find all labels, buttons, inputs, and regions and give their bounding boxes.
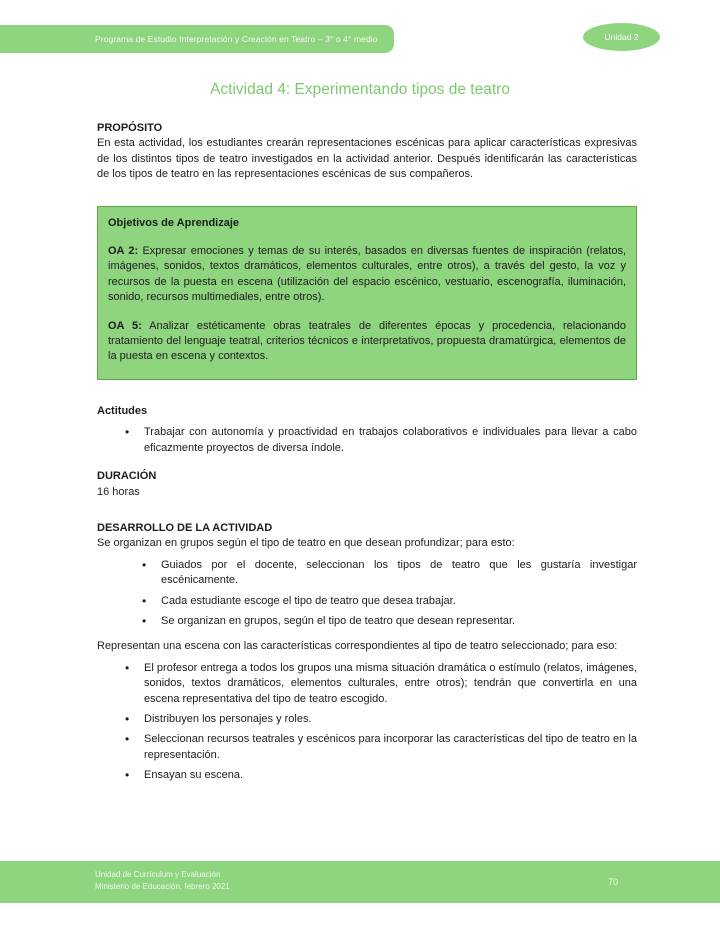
oa2-paragraph — [108, 244, 626, 306]
desarrollo-heading: DESARROLLO DE LA ACTIVIDAD — [97, 521, 273, 534]
page-number: 70 — [608, 877, 619, 887]
footer-organization — [95, 869, 230, 893]
activity-title: Actividad 4: Experimentando tipos de teatro — [210, 81, 510, 98]
proposito-heading: PROPÓSITO — [97, 122, 163, 134]
duracion-value: 16 horas — [97, 485, 140, 498]
actitudes-heading: Actitudes — [97, 404, 148, 417]
footer-line-1: Unidad de Currículum y Evaluación — [95, 870, 221, 879]
oa5-paragraph — [108, 319, 626, 365]
oa2-label: OA 2: — [108, 245, 139, 258]
list-item: • Se organizan en grupos, según el tipo de teatro que desean representar. — [142, 614, 637, 629]
learning-objectives-box — [97, 206, 637, 380]
list-item: • Seleccionan recursos teatrales y escénicos para incorporar las características del tipo de teatro en la representación. — [125, 732, 637, 763]
desarrollo-list-1 — [142, 558, 637, 630]
list-item: • El profesor entrega a todos los grupos una misma situación dramática o estímulo (relatos, imágenes, sonidos, textos dramáticos, elementos culturales, entre otros); tendrán que convertirla en una escena representativa del tipo de teatro escogido. — [125, 661, 637, 707]
page-footer-bar — [0, 861, 720, 903]
unit-badge-label: Unidad 2 — [604, 32, 639, 42]
footer-line-2: Ministerio de Educación, febrero 2021 — [95, 882, 230, 891]
list-item: • Distribuyen los personajes y roles. — [125, 712, 637, 727]
program-header-label: Programa de Estudio Interpretación y Creación en Teatro – 3° o 4° medio — [95, 34, 378, 44]
unit-badge — [583, 23, 660, 51]
oa5-label: OA 5: — [108, 319, 142, 332]
desarrollo-list-2 — [125, 661, 637, 784]
list-item: • Cada estudiante escoge el tipo de teatro que desea trabajar. — [142, 594, 637, 609]
oa2-text: Expresar emociones y temas de su interés, basados en diversas fuentes de inspiración (relatos, imágenes, sonidos, textos dramáticos, elementos culturales, entre otros), a través del gesto, la voz y recursos de la puesta en escena (utilización del espacio escénico, vestuario, escenografía, iluminación, sonido, recursos multimediales, entre otros). — [108, 245, 626, 304]
desarrollo-intro-1: Se organizan en grupos según el tipo de teatro en que desean profundizar; para esto: — [97, 537, 515, 550]
actitudes-list — [125, 425, 637, 456]
duracion-heading: DURACIÓN — [97, 470, 157, 483]
proposito-paragraph: En esta actividad, los estudiantes crearán representaciones escénicas para aplicar características expresivas de los distintos tipos de teatro investigados en la actividad anterior. Después identificarán las características de los tipos de teatro en las representaciones escénicas de sus compañeros. — [97, 137, 637, 181]
content-column — [97, 121, 637, 789]
list-item: • Trabajar con autonomía y proactividad en trabajos colaborativos e individuales para llevar a cabo eficazmente proyectos de diversa índole. — [125, 425, 637, 456]
list-item: • Guiados por el docente, seleccionan los tipos de teatro que les gustaría investigar escénicamente. — [142, 558, 637, 589]
list-item: • Ensayan su escena. — [125, 768, 637, 783]
oa5-text: Analizar estéticamente obras teatrales de diferentes épocas y procedencia, relacionando tratamiento del lenguaje teatral, criterios técnicos e interpretativos, propuesta dramatúrgica, elementos de la puesta en escena y contextos. — [108, 319, 626, 363]
program-header-bar — [0, 25, 394, 53]
objetivos-heading: Objetivos de Aprendizaje — [108, 216, 240, 229]
desarrollo-intro-2: Representan una escena con las características correspondientes al tipo de teatro seleccionado; para eso: — [97, 640, 618, 653]
